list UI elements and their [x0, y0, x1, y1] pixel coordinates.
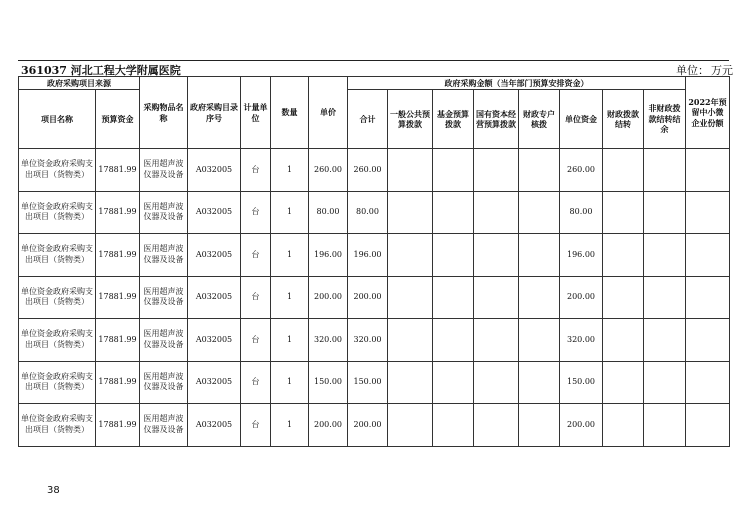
- cell-fund: [433, 234, 474, 277]
- cell-unit: 台: [241, 149, 271, 192]
- cell-state: [474, 234, 519, 277]
- cell-catalog: A032005: [188, 319, 241, 362]
- cell-catalog: A032005: [188, 276, 241, 319]
- cell-price: 150.00: [309, 361, 348, 404]
- cell-catalog: A032005: [188, 191, 241, 234]
- header-nonfiscal-carryover: 非财政拨款结转结余: [644, 90, 686, 149]
- cell-special: [519, 404, 560, 447]
- header-fiscal-carryover: 财政拨款结转: [603, 90, 644, 149]
- cell-quantity: 1: [271, 149, 309, 192]
- cell-quantity: 1: [271, 234, 309, 277]
- header-rule: [18, 60, 729, 61]
- cell-state: [474, 191, 519, 234]
- cell-price: 80.00: [309, 191, 348, 234]
- header-special-account: 财政专户核拨: [519, 90, 560, 149]
- cell-state: [474, 404, 519, 447]
- cell-quantity: 1: [271, 404, 309, 447]
- cell-unit: 台: [241, 276, 271, 319]
- cell-fund: [433, 191, 474, 234]
- cell-general: [388, 404, 433, 447]
- cell-general: [388, 276, 433, 319]
- cell-state: [474, 361, 519, 404]
- cell-fund: [433, 319, 474, 362]
- table-row: [19, 319, 730, 362]
- cell-nonfiscal: [644, 149, 686, 192]
- cell-fund: [433, 276, 474, 319]
- header-measure-unit: 计量单位: [241, 77, 271, 149]
- header-group-amount: 政府采购金额（当年部门预算安排资金）: [348, 77, 686, 90]
- cell-project: 单位资金政府采购支出项目（货物类）: [19, 149, 96, 192]
- cell-catalog: A032005: [188, 361, 241, 404]
- cell-fund: [433, 361, 474, 404]
- cell-unit: 台: [241, 404, 271, 447]
- cell-nonfiscal: [644, 191, 686, 234]
- cell-budget: 17881.99: [96, 361, 140, 404]
- cell-fund: [433, 149, 474, 192]
- table-row: [19, 234, 730, 277]
- cell-unit-funds: 260.00: [560, 149, 603, 192]
- table-row: [19, 361, 730, 404]
- cell-price: 200.00: [309, 404, 348, 447]
- cell-unit-funds: 320.00: [560, 319, 603, 362]
- cell-transfer: [603, 191, 644, 234]
- cell-item: 医用超声波仪器及设备: [140, 149, 188, 192]
- cell-transfer: [603, 319, 644, 362]
- unit-label-text: 单位：: [676, 64, 709, 77]
- cell-item: 医用超声波仪器及设备: [140, 234, 188, 277]
- cell-project: 单位资金政府采购支出项目（货物类）: [19, 319, 96, 362]
- cell-total: 196.00: [348, 234, 388, 277]
- cell-general: [388, 319, 433, 362]
- cell-special: [519, 234, 560, 277]
- cell-total: 260.00: [348, 149, 388, 192]
- cell-sme: [686, 276, 730, 319]
- cell-special: [519, 276, 560, 319]
- cell-special: [519, 319, 560, 362]
- cell-budget: 17881.99: [96, 276, 140, 319]
- cell-sme: [686, 191, 730, 234]
- cell-quantity: 1: [271, 361, 309, 404]
- cell-item: 医用超声波仪器及设备: [140, 404, 188, 447]
- cell-sme: [686, 234, 730, 277]
- cell-total: 80.00: [348, 191, 388, 234]
- cell-price: 196.00: [309, 234, 348, 277]
- cell-unit: 台: [241, 191, 271, 234]
- cell-general: [388, 361, 433, 404]
- cell-unit: 台: [241, 234, 271, 277]
- header-general-budget: 一般公共预算拨款: [388, 90, 433, 149]
- cell-total: 150.00: [348, 361, 388, 404]
- cell-budget: 17881.99: [96, 319, 140, 362]
- cell-unit-funds: 200.00: [560, 276, 603, 319]
- cell-quantity: 1: [271, 319, 309, 362]
- cell-budget: 17881.99: [96, 149, 140, 192]
- header-budget-funds: 预算资金: [96, 90, 140, 149]
- cell-general: [388, 191, 433, 234]
- cell-item: 医用超声波仪器及设备: [140, 319, 188, 362]
- organization-title: 361037 河北工程大学附属医院: [21, 64, 181, 77]
- cell-project: 单位资金政府采购支出项目（货物类）: [19, 361, 96, 404]
- cell-catalog: A032005: [188, 404, 241, 447]
- cell-sme: [686, 361, 730, 404]
- cell-project: 单位资金政府采购支出项目（货物类）: [19, 234, 96, 277]
- cell-general: [388, 234, 433, 277]
- table-row: [19, 149, 730, 192]
- cell-special: [519, 361, 560, 404]
- cell-quantity: 1: [271, 191, 309, 234]
- cell-unit-funds: 200.00: [560, 404, 603, 447]
- header-project-name: 项目名称: [19, 90, 96, 149]
- header-item-name: 采购物品名称: [140, 77, 188, 149]
- cell-unit-funds: 80.00: [560, 191, 603, 234]
- cell-budget: 17881.99: [96, 234, 140, 277]
- header-state-capital: 国有资本经营预算拨款: [474, 90, 519, 149]
- table-row: [19, 276, 730, 319]
- cell-nonfiscal: [644, 404, 686, 447]
- header-catalog-number: 政府采购目录序号: [188, 77, 241, 149]
- cell-state: [474, 149, 519, 192]
- cell-item: 医用超声波仪器及设备: [140, 361, 188, 404]
- cell-price: 200.00: [309, 276, 348, 319]
- cell-nonfiscal: [644, 361, 686, 404]
- header-unit-funds: 单位资金: [560, 90, 603, 149]
- cell-budget: 17881.99: [96, 191, 140, 234]
- procurement-table: [18, 76, 730, 447]
- cell-transfer: [603, 276, 644, 319]
- header-quantity: 数量: [271, 77, 309, 149]
- cell-nonfiscal: [644, 276, 686, 319]
- cell-quantity: 1: [271, 276, 309, 319]
- cell-price: 260.00: [309, 149, 348, 192]
- header-total: 合计: [348, 90, 388, 149]
- cell-price: 320.00: [309, 319, 348, 362]
- cell-item: 医用超声波仪器及设备: [140, 191, 188, 234]
- cell-nonfiscal: [644, 234, 686, 277]
- cell-catalog: A032005: [188, 234, 241, 277]
- cell-transfer: [603, 149, 644, 192]
- header-fund-budget: 基金预算拨款: [433, 90, 474, 149]
- table-row: [19, 404, 730, 447]
- cell-state: [474, 319, 519, 362]
- cell-total: 200.00: [348, 276, 388, 319]
- cell-general: [388, 149, 433, 192]
- cell-sme: [686, 319, 730, 362]
- cell-sme: [686, 149, 730, 192]
- cell-total: 200.00: [348, 404, 388, 447]
- cell-catalog: A032005: [188, 149, 241, 192]
- cell-project: 单位资金政府采购支出项目（货物类）: [19, 276, 96, 319]
- header-sme-share: 2022年预留中小微企业份额: [686, 77, 730, 149]
- cell-project: 单位资金政府采购支出项目（货物类）: [19, 191, 96, 234]
- header-group-source: 政府采购项目来源: [19, 77, 140, 90]
- cell-nonfiscal: [644, 319, 686, 362]
- page-number: 38: [47, 485, 60, 496]
- unit-label-value: 万元: [711, 64, 733, 77]
- cell-sme: [686, 404, 730, 447]
- cell-transfer: [603, 404, 644, 447]
- cell-special: [519, 191, 560, 234]
- cell-fund: [433, 404, 474, 447]
- cell-unit-funds: 196.00: [560, 234, 603, 277]
- table-row: [19, 191, 730, 234]
- cell-project: 单位资金政府采购支出项目（货物类）: [19, 404, 96, 447]
- cell-transfer: [603, 234, 644, 277]
- cell-budget: 17881.99: [96, 404, 140, 447]
- cell-state: [474, 276, 519, 319]
- cell-unit: 台: [241, 319, 271, 362]
- cell-special: [519, 149, 560, 192]
- cell-transfer: [603, 361, 644, 404]
- cell-total: 320.00: [348, 319, 388, 362]
- cell-unit-funds: 150.00: [560, 361, 603, 404]
- cell-item: 医用超声波仪器及设备: [140, 276, 188, 319]
- header-unit-price: 单价: [309, 77, 348, 149]
- cell-unit: 台: [241, 361, 271, 404]
